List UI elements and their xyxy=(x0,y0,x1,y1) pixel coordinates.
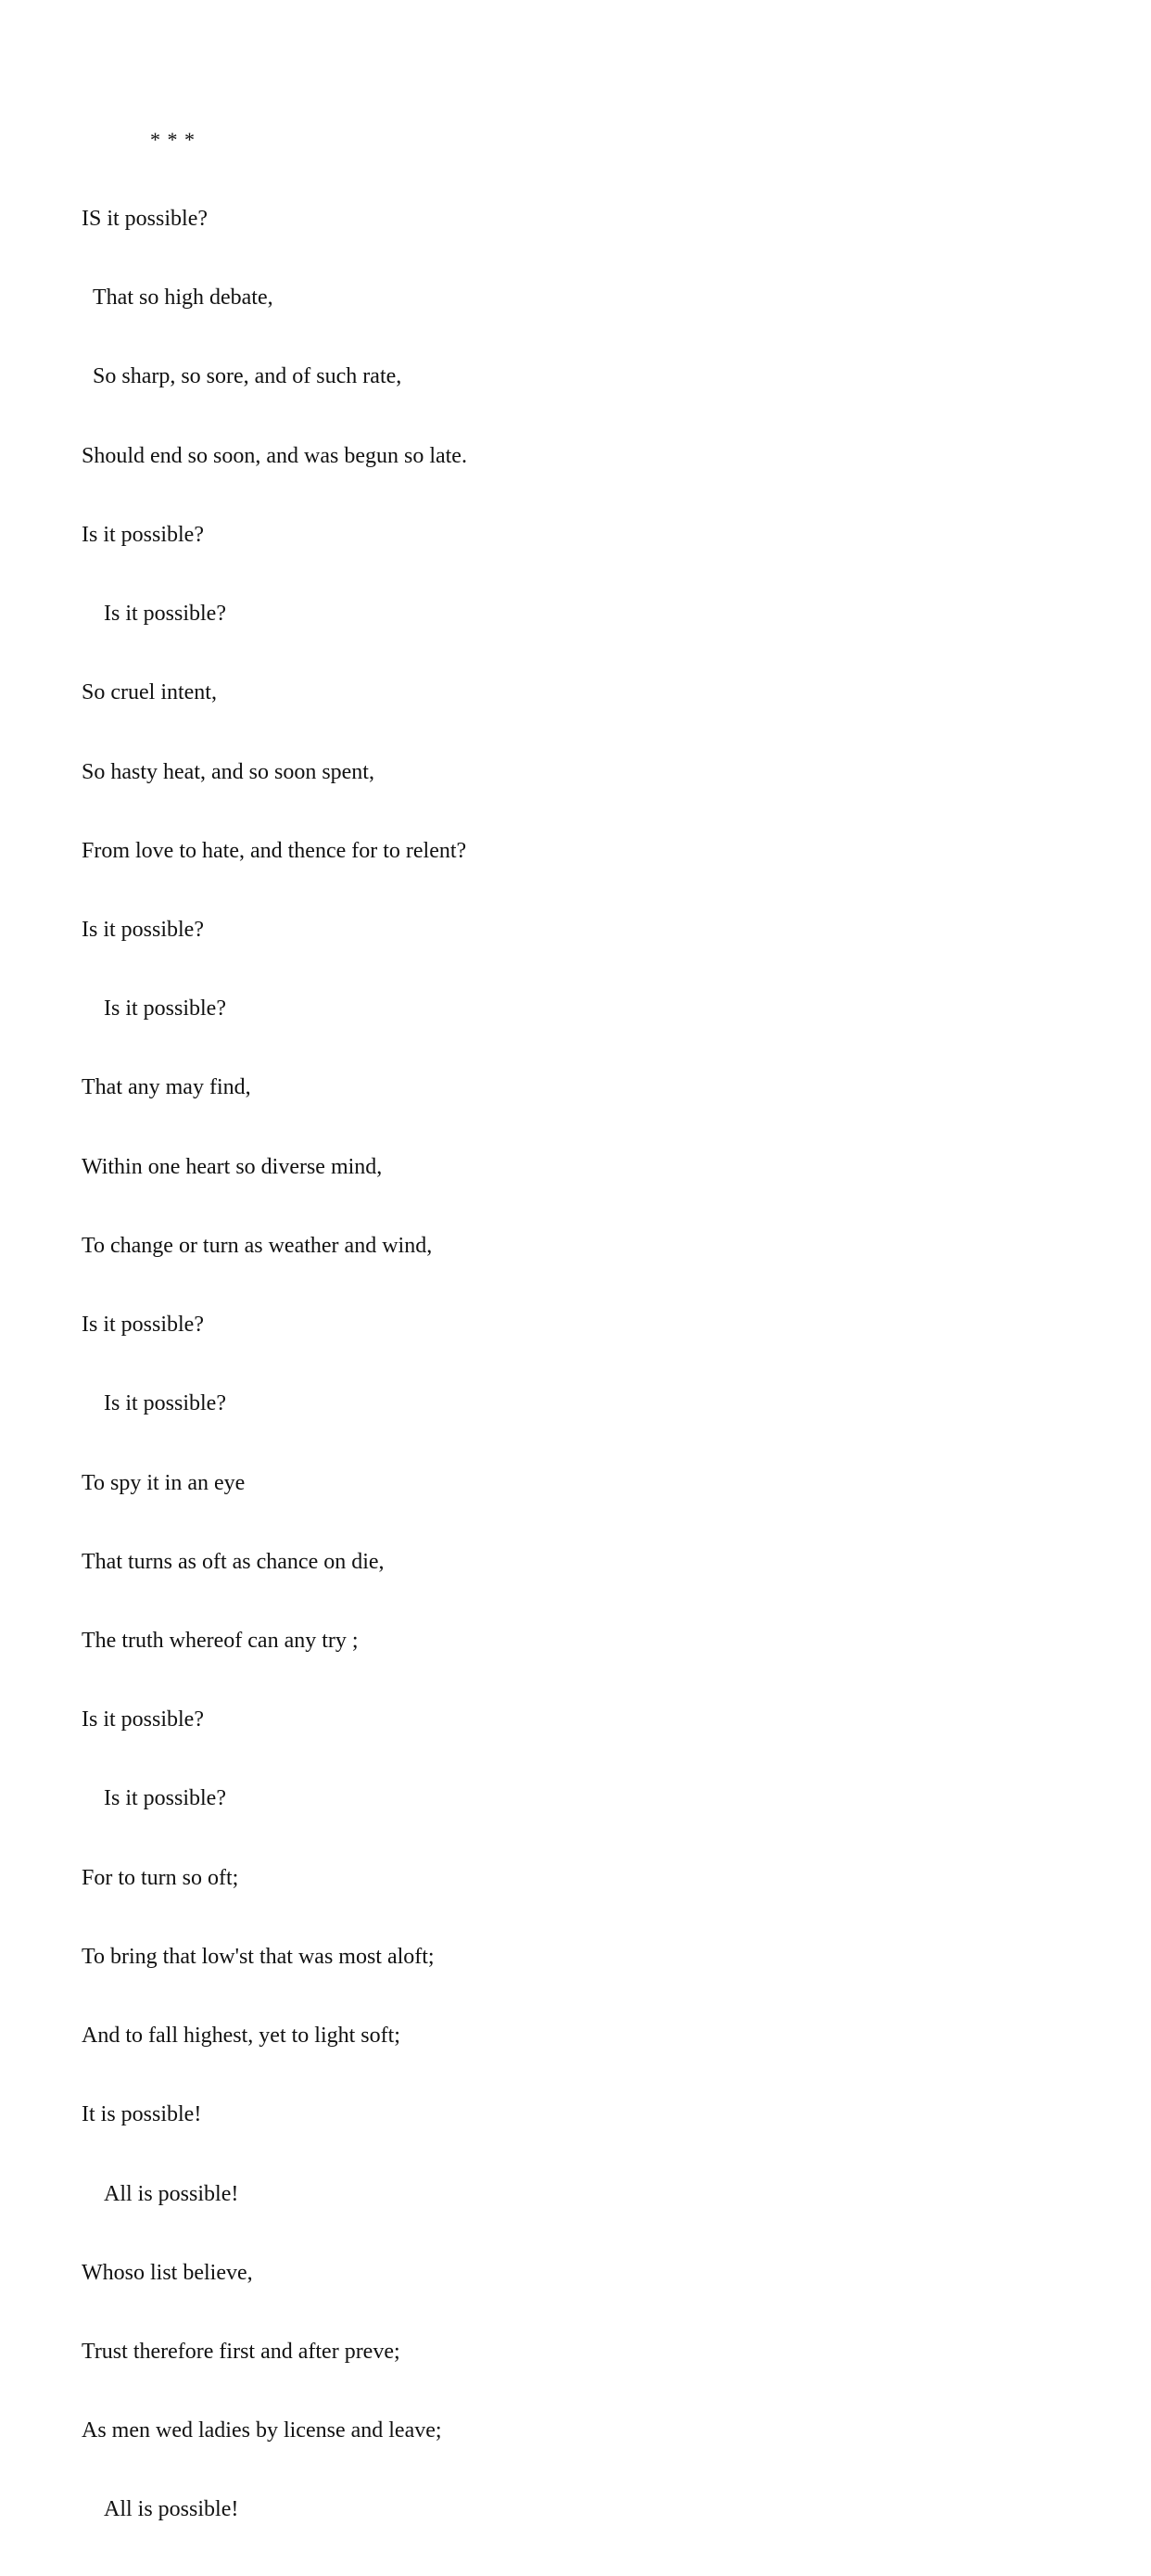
poem-line: Within one heart so diverse mind, xyxy=(82,1154,383,1179)
poem-line: Trust therefore first and after preve; xyxy=(82,2339,400,2364)
poem-line: As men wed ladies by license and leave; xyxy=(82,2418,442,2443)
poem-line: Is it possible? xyxy=(82,522,204,547)
poem-line: To change or turn as weather and wind, xyxy=(82,1233,433,1258)
poem-line: Is it possible? xyxy=(104,1786,226,1811)
poem-line: Is it possible? xyxy=(82,1707,204,1732)
poem-line: Is it possible? xyxy=(104,996,226,1022)
poem-line: That any may find, xyxy=(82,1075,251,1100)
poem-line: So hasty heat, and so soon spent, xyxy=(82,759,374,784)
poem-line: That so high debate, xyxy=(93,286,273,311)
poem-line: So cruel intent, xyxy=(82,680,217,705)
poem-line: All is possible! xyxy=(104,2181,239,2206)
poem-line: Is it possible? xyxy=(82,1313,204,1338)
poem-line: From love to hate, and thence for to relent? xyxy=(82,838,467,863)
section-separator: * * * xyxy=(150,127,196,151)
poem-line: So sharp, so sore, and of such rate, xyxy=(93,364,402,389)
poem-line: For to turn so oft; xyxy=(82,1865,239,1890)
poem-line: All is possible! xyxy=(104,2497,239,2522)
poem-line: Is it possible? xyxy=(82,918,204,942)
poem-line: Is it possible? xyxy=(104,602,226,627)
poem-line: IS it possible? xyxy=(82,207,208,232)
poem-line: To spy it in an eye xyxy=(82,1470,246,1495)
poem-line: The truth whereof can any try ; xyxy=(82,1628,359,1653)
poem-line: It is possible! xyxy=(82,2102,202,2127)
poem-line: And to fall highest, yet to light soft; xyxy=(82,2024,400,2049)
poem-body xyxy=(82,74,730,2576)
poem-line: That turns as oft as chance on die, xyxy=(82,1549,385,1574)
poem-line: Should end so soon, and was begun so late. xyxy=(82,443,467,468)
poem-line: Is it possible? xyxy=(104,1391,226,1416)
poem-line: Whoso list believe, xyxy=(82,2260,253,2285)
poem-line: To bring that low'st that was most aloft; xyxy=(82,1944,435,1969)
